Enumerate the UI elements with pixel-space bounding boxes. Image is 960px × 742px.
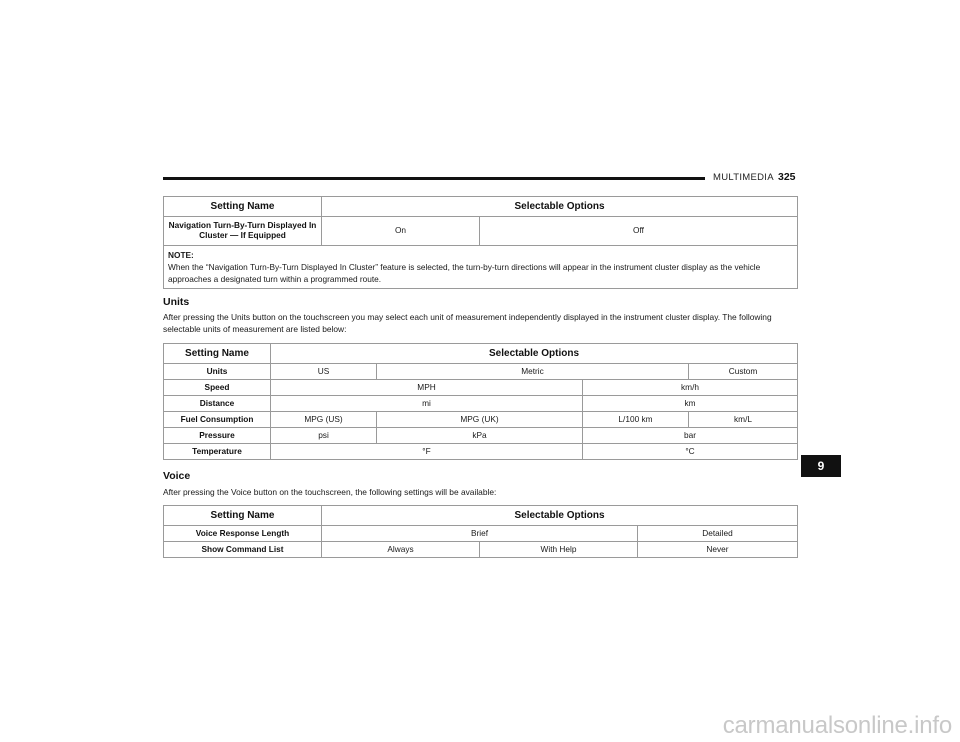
option-mi: mi bbox=[271, 396, 583, 412]
setting-name-units: Units bbox=[164, 364, 271, 380]
option-fahrenheit: °F bbox=[271, 444, 583, 460]
units-settings-table bbox=[163, 343, 798, 460]
note-label: NOTE: bbox=[168, 250, 194, 260]
setting-name-fuel-consumption: Fuel Consumption bbox=[164, 412, 271, 428]
option-detailed: Detailed bbox=[638, 526, 798, 542]
setting-name-show-command-list: Show Command List bbox=[164, 542, 322, 558]
note-cell bbox=[164, 246, 798, 289]
option-with-help: With Help bbox=[480, 542, 638, 558]
option-custom: Custom bbox=[689, 364, 798, 380]
option-always: Always bbox=[322, 542, 480, 558]
section-title: MULTIMEDIA bbox=[713, 172, 774, 183]
voice-settings-table bbox=[163, 505, 798, 558]
option-mpg-uk: MPG (UK) bbox=[377, 412, 583, 428]
page-number: 325 bbox=[778, 171, 796, 183]
option-mph: MPH bbox=[271, 380, 583, 396]
navigation-settings-table bbox=[163, 196, 798, 289]
option-never: Never bbox=[638, 542, 798, 558]
option-km: km bbox=[583, 396, 798, 412]
option-celsius: °C bbox=[583, 444, 798, 460]
units-paragraph: After pressing the Units button on the touchscreen you may select each unit of measurement independently displayed in the instrument cluster display. The following selectable units of measurement are listed below: bbox=[163, 312, 772, 335]
option-psi: psi bbox=[271, 428, 377, 444]
option-mpg-us: MPG (US) bbox=[271, 412, 377, 428]
column-header-setting-name: Setting Name bbox=[164, 506, 322, 526]
voice-heading: Voice bbox=[163, 470, 191, 482]
option-bar: bar bbox=[583, 428, 798, 444]
option-kmh: km/h bbox=[583, 380, 798, 396]
setting-name-temperature: Temperature bbox=[164, 444, 271, 460]
note-text: When the “Navigation Turn-By-Turn Displayed In Cluster” feature is selected, the turn-by-turn directions will appear in the instrument cluster display as the vehicle approaches a designated turn within a programmed route. bbox=[168, 262, 761, 285]
setting-name-distance: Distance bbox=[164, 396, 271, 412]
option-off: Off bbox=[480, 217, 798, 246]
option-l-100km: L/100 km bbox=[583, 412, 689, 428]
column-header-selectable-options: Selectable Options bbox=[322, 506, 798, 526]
setting-name-nav-turn-by-turn: Navigation Turn-By-Turn Displayed In Cluster — If Equipped bbox=[164, 217, 322, 246]
option-brief: Brief bbox=[322, 526, 638, 542]
column-header-setting-name: Setting Name bbox=[164, 197, 322, 217]
header-rule bbox=[163, 177, 705, 180]
chapter-tab: 9 bbox=[801, 455, 841, 477]
voice-paragraph: After pressing the Voice button on the touchscreen, the following settings will be available: bbox=[163, 487, 497, 497]
column-header-setting-name: Setting Name bbox=[164, 344, 271, 364]
watermark: carmanualsonline.info bbox=[722, 712, 952, 739]
column-header-selectable-options: Selectable Options bbox=[271, 344, 798, 364]
units-heading: Units bbox=[163, 296, 190, 308]
option-us: US bbox=[271, 364, 377, 380]
option-km-l: km/L bbox=[689, 412, 798, 428]
option-on: On bbox=[322, 217, 480, 246]
option-metric: Metric bbox=[377, 364, 689, 380]
setting-name-pressure: Pressure bbox=[164, 428, 271, 444]
column-header-selectable-options: Selectable Options bbox=[322, 197, 798, 217]
setting-name-speed: Speed bbox=[164, 380, 271, 396]
option-kpa: kPa bbox=[377, 428, 583, 444]
setting-name-voice-response-length: Voice Response Length bbox=[164, 526, 322, 542]
